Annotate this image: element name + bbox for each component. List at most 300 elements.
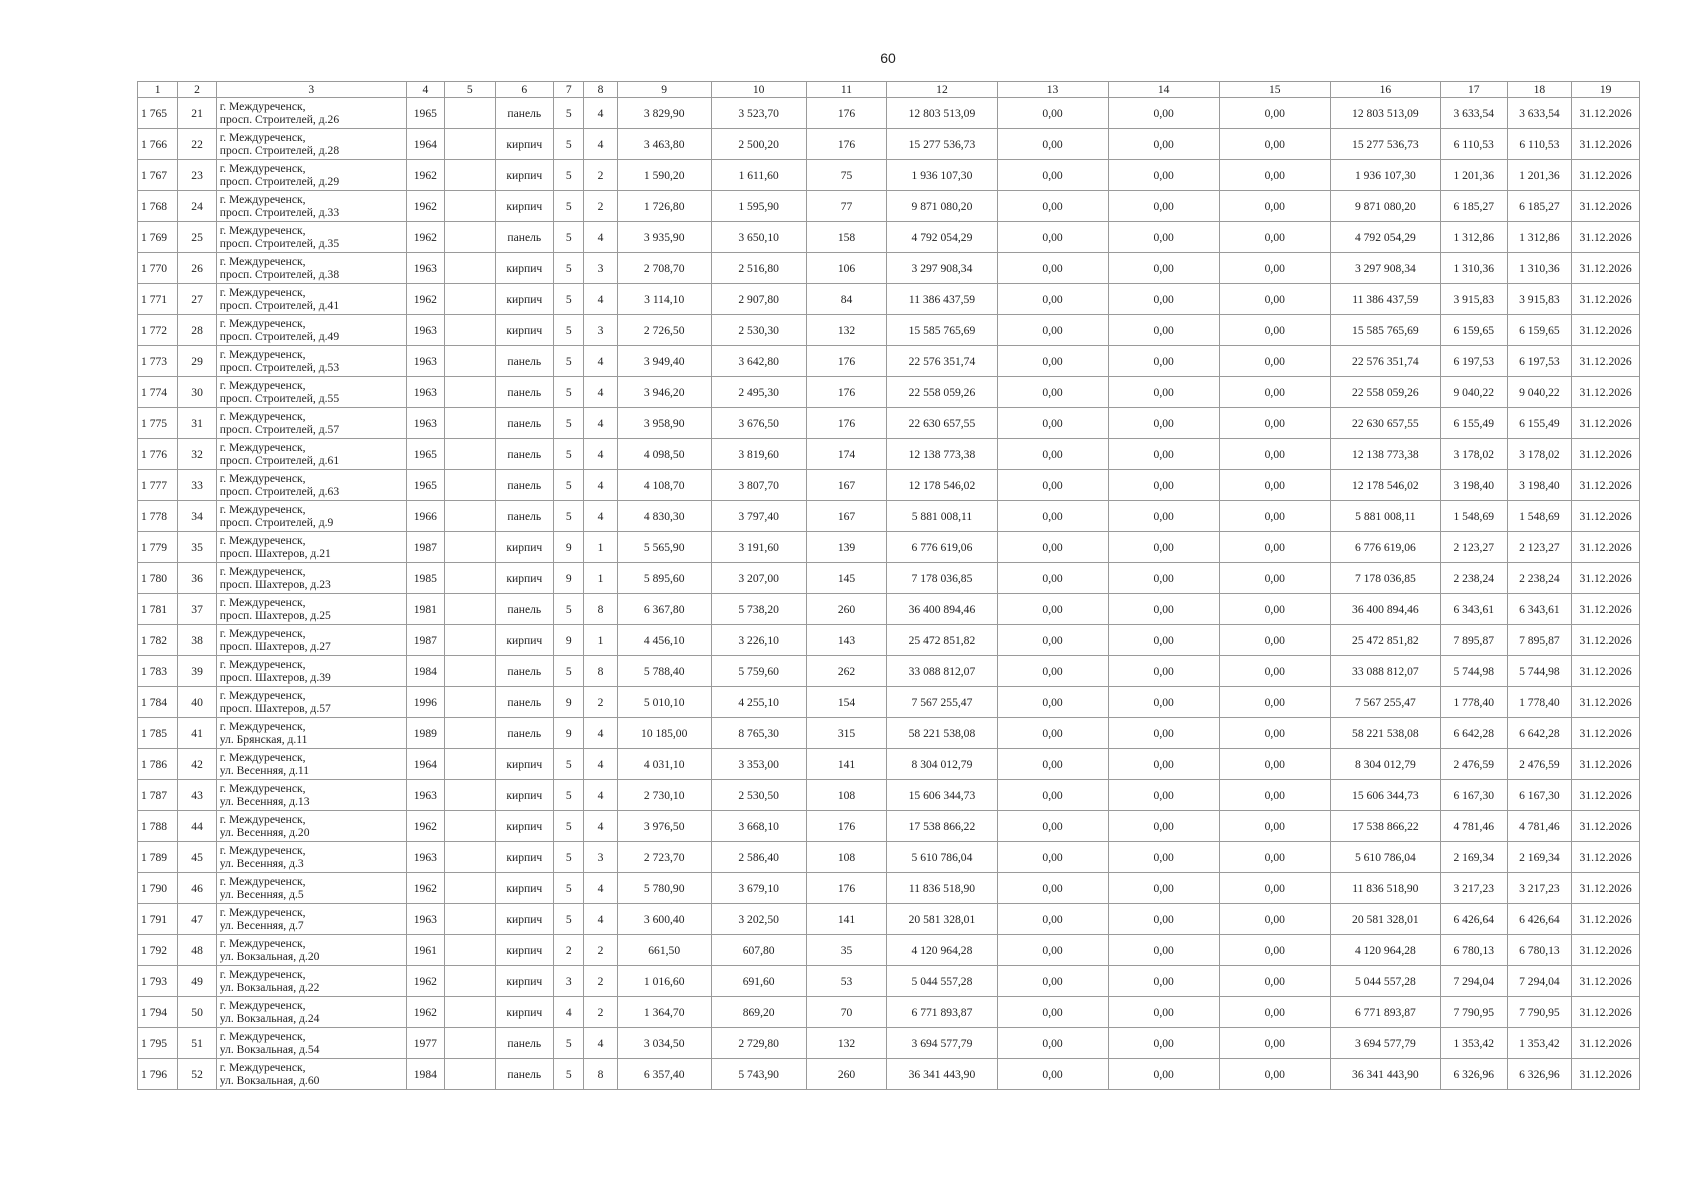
table-row (138, 625, 1640, 656)
column-number-13: 13 (997, 82, 1108, 98)
cell-col-2: 50 (178, 997, 216, 1028)
address-city: г. Междуреченск, (219, 441, 306, 454)
cell-col-11: 262 (806, 656, 887, 687)
cell-col-2: 49 (178, 966, 216, 997)
cell-col-2: 30 (178, 377, 216, 408)
cell-col-10: 3 191,60 (711, 532, 806, 563)
cell-col-16: 36 341 443,90 (1330, 1059, 1440, 1090)
address-city: г. Междуреченск, (219, 813, 306, 826)
address-cell (216, 222, 406, 253)
address-cell (216, 470, 406, 501)
cell-col-18: 4 781,46 (1507, 811, 1572, 842)
cell-col-4: 1965 (406, 470, 444, 501)
cell-col-8: 4 (584, 501, 617, 532)
cell-col-7: 5 (554, 1028, 584, 1059)
cell-col-2: 36 (178, 563, 216, 594)
cell-col-18: 1 201,36 (1507, 160, 1572, 191)
cell-col-9: 1 726,80 (617, 191, 711, 222)
cell-col-12: 7 567 255,47 (887, 687, 997, 718)
cell-col-14: 0,00 (1108, 656, 1219, 687)
cell-col-8: 8 (584, 1059, 617, 1090)
cell-col-2: 43 (178, 780, 216, 811)
table-row (138, 687, 1640, 718)
cell-col-17: 3 178,02 (1440, 439, 1507, 470)
cell-col-6: кирпич (495, 811, 554, 842)
cell-col-7: 5 (554, 470, 584, 501)
cell-col-18: 1 778,40 (1507, 687, 1572, 718)
column-number-14: 14 (1108, 82, 1219, 98)
cell-col-16: 11 386 437,59 (1330, 284, 1440, 315)
cell-col-4: 1963 (406, 346, 444, 377)
address-cell (216, 439, 406, 470)
address-city: г. Междуреченск, (219, 968, 306, 981)
cell-col-16: 58 221 538,08 (1330, 718, 1440, 749)
cell-col-4: 1964 (406, 749, 444, 780)
table-row (138, 563, 1640, 594)
address-street: просп. Строителей, д.61 (219, 454, 340, 467)
cell-col-1: 1 795 (138, 1028, 178, 1059)
cell-col-12: 7 178 036,85 (887, 563, 997, 594)
cell-col-10: 3 207,00 (711, 563, 806, 594)
cell-col-2: 25 (178, 222, 216, 253)
cell-col-19: 31.12.2026 (1572, 687, 1640, 718)
cell-col-16: 5 881 008,11 (1330, 501, 1440, 532)
cell-col-6: кирпич (495, 532, 554, 563)
cell-col-18: 6 110,53 (1507, 129, 1572, 160)
cell-col-5 (445, 904, 496, 935)
cell-col-17: 6 642,28 (1440, 718, 1507, 749)
address-city: г. Междуреченск, (219, 999, 306, 1012)
cell-col-8: 4 (584, 1028, 617, 1059)
cell-col-19: 31.12.2026 (1572, 842, 1640, 873)
cell-col-16: 9 871 080,20 (1330, 191, 1440, 222)
cell-col-18: 1 312,86 (1507, 222, 1572, 253)
cell-col-13: 0,00 (997, 842, 1108, 873)
cell-col-5 (445, 811, 496, 842)
cell-col-8: 4 (584, 749, 617, 780)
column-number-9: 9 (617, 82, 711, 98)
cell-col-4: 1984 (406, 656, 444, 687)
cell-col-15: 0,00 (1219, 501, 1330, 532)
cell-col-17: 1 778,40 (1440, 687, 1507, 718)
cell-col-5 (445, 191, 496, 222)
cell-col-15: 0,00 (1219, 377, 1330, 408)
cell-col-6: кирпич (495, 966, 554, 997)
table-row (138, 160, 1640, 191)
cell-col-18: 6 426,64 (1507, 904, 1572, 935)
column-number-19: 19 (1572, 82, 1640, 98)
cell-col-15: 0,00 (1219, 842, 1330, 873)
cell-col-17: 1 548,69 (1440, 501, 1507, 532)
cell-col-7: 5 (554, 222, 584, 253)
cell-col-12: 3 297 908,34 (887, 253, 997, 284)
cell-col-10: 869,20 (711, 997, 806, 1028)
address-city: г. Междуреченск, (219, 751, 306, 764)
cell-col-5 (445, 997, 496, 1028)
cell-col-19: 31.12.2026 (1572, 470, 1640, 501)
cell-col-13: 0,00 (997, 625, 1108, 656)
column-number-6: 6 (495, 82, 554, 98)
cell-col-16: 7 178 036,85 (1330, 563, 1440, 594)
cell-col-11: 260 (806, 1059, 887, 1090)
cell-col-9: 5 010,10 (617, 687, 711, 718)
cell-col-4: 1961 (406, 935, 444, 966)
cell-col-8: 4 (584, 811, 617, 842)
cell-col-9: 4 830,30 (617, 501, 711, 532)
cell-col-15: 0,00 (1219, 873, 1330, 904)
cell-col-6: кирпич (495, 284, 554, 315)
cell-col-17: 2 169,34 (1440, 842, 1507, 873)
cell-col-2: 51 (178, 1028, 216, 1059)
cell-col-6: панель (495, 687, 554, 718)
cell-col-13: 0,00 (997, 873, 1108, 904)
table-row (138, 377, 1640, 408)
cell-col-19: 31.12.2026 (1572, 935, 1640, 966)
cell-col-15: 0,00 (1219, 315, 1330, 346)
cell-col-8: 1 (584, 532, 617, 563)
cell-col-2: 34 (178, 501, 216, 532)
cell-col-11: 132 (806, 1028, 887, 1059)
cell-col-7: 5 (554, 842, 584, 873)
cell-col-9: 3 946,20 (617, 377, 711, 408)
cell-col-17: 3 915,83 (1440, 284, 1507, 315)
cell-col-7: 9 (554, 563, 584, 594)
cell-col-10: 2 586,40 (711, 842, 806, 873)
address-street: просп. Строителей, д.9 (219, 516, 334, 529)
cell-col-7: 5 (554, 749, 584, 780)
cell-col-19: 31.12.2026 (1572, 160, 1640, 191)
address-street: ул. Вокзальная, д.60 (219, 1074, 320, 1087)
cell-col-14: 0,00 (1108, 1059, 1219, 1090)
cell-col-19: 31.12.2026 (1572, 873, 1640, 904)
cell-col-17: 1 312,86 (1440, 222, 1507, 253)
cell-col-9: 3 958,90 (617, 408, 711, 439)
column-number-15: 15 (1219, 82, 1330, 98)
cell-col-18: 6 167,30 (1507, 780, 1572, 811)
address-cell (216, 346, 406, 377)
cell-col-12: 5 610 786,04 (887, 842, 997, 873)
address-city: г. Междуреченск, (219, 844, 306, 857)
table-row (138, 284, 1640, 315)
cell-col-2: 23 (178, 160, 216, 191)
cell-col-17: 6 185,27 (1440, 191, 1507, 222)
address-street: ул. Весенняя, д.20 (219, 826, 310, 839)
address-cell (216, 253, 406, 284)
cell-col-14: 0,00 (1108, 501, 1219, 532)
cell-col-13: 0,00 (997, 191, 1108, 222)
cell-col-6: панель (495, 377, 554, 408)
cell-col-16: 3 694 577,79 (1330, 1028, 1440, 1059)
cell-col-6: панель (495, 439, 554, 470)
cell-col-1: 1 776 (138, 439, 178, 470)
cell-col-1: 1 796 (138, 1059, 178, 1090)
cell-col-13: 0,00 (997, 222, 1108, 253)
address-street: просп. Строителей, д.26 (219, 113, 340, 126)
cell-col-4: 1989 (406, 718, 444, 749)
cell-col-10: 3 650,10 (711, 222, 806, 253)
table-row (138, 997, 1640, 1028)
column-number-2: 2 (178, 82, 216, 98)
cell-col-15: 0,00 (1219, 532, 1330, 563)
cell-col-1: 1 774 (138, 377, 178, 408)
cell-col-15: 0,00 (1219, 191, 1330, 222)
cell-col-17: 6 343,61 (1440, 594, 1507, 625)
cell-col-13: 0,00 (997, 749, 1108, 780)
cell-col-8: 4 (584, 346, 617, 377)
cell-col-10: 1 611,60 (711, 160, 806, 191)
cell-col-2: 29 (178, 346, 216, 377)
cell-col-5 (445, 842, 496, 873)
cell-col-2: 31 (178, 408, 216, 439)
cell-col-1: 1 793 (138, 966, 178, 997)
address-street: просп. Строителей, д.53 (219, 361, 340, 374)
cell-col-4: 1962 (406, 811, 444, 842)
cell-col-6: панель (495, 470, 554, 501)
cell-col-19: 31.12.2026 (1572, 532, 1640, 563)
cell-col-1: 1 780 (138, 563, 178, 594)
cell-col-8: 4 (584, 129, 617, 160)
cell-col-6: панель (495, 408, 554, 439)
cell-col-6: кирпич (495, 253, 554, 284)
column-number-16: 16 (1330, 82, 1440, 98)
cell-col-9: 6 357,40 (617, 1059, 711, 1090)
column-number-17: 17 (1440, 82, 1507, 98)
cell-col-5 (445, 284, 496, 315)
cell-col-12: 36 400 894,46 (887, 594, 997, 625)
cell-col-11: 143 (806, 625, 887, 656)
column-number-4: 4 (406, 82, 444, 98)
cell-col-1: 1 765 (138, 98, 178, 129)
cell-col-4: 1987 (406, 625, 444, 656)
cell-col-4: 1964 (406, 129, 444, 160)
cell-col-10: 1 595,90 (711, 191, 806, 222)
cell-col-16: 11 836 518,90 (1330, 873, 1440, 904)
cell-col-8: 2 (584, 191, 617, 222)
cell-col-14: 0,00 (1108, 346, 1219, 377)
cell-col-16: 5 044 557,28 (1330, 966, 1440, 997)
cell-col-8: 2 (584, 160, 617, 191)
cell-col-9: 5 788,40 (617, 656, 711, 687)
cell-col-11: 132 (806, 315, 887, 346)
cell-col-8: 4 (584, 439, 617, 470)
cell-col-9: 4 031,10 (617, 749, 711, 780)
cell-col-1: 1 788 (138, 811, 178, 842)
page-number: 60 (880, 50, 896, 66)
cell-col-11: 260 (806, 594, 887, 625)
cell-col-9: 3 935,90 (617, 222, 711, 253)
cell-col-2: 46 (178, 873, 216, 904)
column-number-7: 7 (554, 82, 584, 98)
address-street: ул. Вокзальная, д.20 (219, 950, 320, 963)
cell-col-1: 1 770 (138, 253, 178, 284)
table-row (138, 749, 1640, 780)
address-city: г. Междуреченск, (219, 627, 306, 640)
cell-col-8: 2 (584, 966, 617, 997)
cell-col-12: 17 538 866,22 (887, 811, 997, 842)
cell-col-1: 1 782 (138, 625, 178, 656)
cell-col-15: 0,00 (1219, 253, 1330, 284)
cell-col-2: 24 (178, 191, 216, 222)
cell-col-16: 12 178 546,02 (1330, 470, 1440, 501)
cell-col-13: 0,00 (997, 904, 1108, 935)
cell-col-9: 4 098,50 (617, 439, 711, 470)
cell-col-4: 1963 (406, 253, 444, 284)
cell-col-2: 47 (178, 904, 216, 935)
cell-col-18: 3 178,02 (1507, 439, 1572, 470)
address-cell (216, 1059, 406, 1090)
cell-col-8: 4 (584, 284, 617, 315)
cell-col-5 (445, 594, 496, 625)
cell-col-16: 5 610 786,04 (1330, 842, 1440, 873)
cell-col-19: 31.12.2026 (1572, 222, 1640, 253)
cell-col-8: 3 (584, 842, 617, 873)
cell-col-18: 6 326,96 (1507, 1059, 1572, 1090)
cell-col-13: 0,00 (997, 1028, 1108, 1059)
table-row (138, 315, 1640, 346)
cell-col-7: 9 (554, 532, 584, 563)
cell-col-10: 3 353,00 (711, 749, 806, 780)
cell-col-19: 31.12.2026 (1572, 997, 1640, 1028)
cell-col-13: 0,00 (997, 687, 1108, 718)
cell-col-19: 31.12.2026 (1572, 253, 1640, 284)
column-number-10: 10 (711, 82, 806, 98)
cell-col-15: 0,00 (1219, 997, 1330, 1028)
table-row (138, 98, 1640, 129)
cell-col-1: 1 786 (138, 749, 178, 780)
cell-col-15: 0,00 (1219, 408, 1330, 439)
address-street: просп. Строителей, д.33 (219, 206, 340, 219)
cell-col-5 (445, 532, 496, 563)
cell-col-7: 5 (554, 594, 584, 625)
cell-col-4: 1963 (406, 377, 444, 408)
cell-col-12: 58 221 538,08 (887, 718, 997, 749)
cell-col-12: 22 576 351,74 (887, 346, 997, 377)
address-cell (216, 687, 406, 718)
column-number-5: 5 (445, 82, 496, 98)
cell-col-13: 0,00 (997, 966, 1108, 997)
cell-col-11: 174 (806, 439, 887, 470)
address-cell (216, 408, 406, 439)
cell-col-14: 0,00 (1108, 408, 1219, 439)
cell-col-19: 31.12.2026 (1572, 1028, 1640, 1059)
cell-col-9: 5 895,60 (617, 563, 711, 594)
cell-col-6: кирпич (495, 191, 554, 222)
address-cell (216, 191, 406, 222)
cell-col-6: панель (495, 1059, 554, 1090)
cell-col-14: 0,00 (1108, 439, 1219, 470)
cell-col-12: 4 792 054,29 (887, 222, 997, 253)
cell-col-14: 0,00 (1108, 811, 1219, 842)
cell-col-8: 8 (584, 594, 617, 625)
cell-col-7: 5 (554, 377, 584, 408)
cell-col-16: 8 304 012,79 (1330, 749, 1440, 780)
cell-col-4: 1962 (406, 997, 444, 1028)
cell-col-11: 53 (806, 966, 887, 997)
cell-col-2: 39 (178, 656, 216, 687)
cell-col-6: панель (495, 98, 554, 129)
cell-col-19: 31.12.2026 (1572, 904, 1640, 935)
cell-col-16: 1 936 107,30 (1330, 160, 1440, 191)
cell-col-19: 31.12.2026 (1572, 98, 1640, 129)
cell-col-15: 0,00 (1219, 470, 1330, 501)
address-street: просп. Шахтеров, д.39 (219, 671, 331, 684)
cell-col-6: панель (495, 594, 554, 625)
cell-col-5 (445, 470, 496, 501)
address-city: г. Междуреченск, (219, 534, 306, 547)
cell-col-19: 31.12.2026 (1572, 191, 1640, 222)
cell-col-17: 6 110,53 (1440, 129, 1507, 160)
cell-col-8: 1 (584, 563, 617, 594)
cell-col-12: 33 088 812,07 (887, 656, 997, 687)
address-street: просп. Строителей, д.57 (219, 423, 340, 436)
address-cell (216, 718, 406, 749)
cell-col-9: 1 590,20 (617, 160, 711, 191)
cell-col-10: 2 729,80 (711, 1028, 806, 1059)
cell-col-17: 1 310,36 (1440, 253, 1507, 284)
cell-col-15: 0,00 (1219, 749, 1330, 780)
cell-col-17: 4 781,46 (1440, 811, 1507, 842)
cell-col-5 (445, 966, 496, 997)
cell-col-7: 5 (554, 253, 584, 284)
cell-col-14: 0,00 (1108, 532, 1219, 563)
cell-col-14: 0,00 (1108, 253, 1219, 284)
cell-col-2: 52 (178, 1059, 216, 1090)
table-row (138, 811, 1640, 842)
cell-col-2: 26 (178, 253, 216, 284)
cell-col-7: 5 (554, 315, 584, 346)
address-street: просп. Строителей, д.49 (219, 330, 340, 343)
cell-col-15: 0,00 (1219, 222, 1330, 253)
cell-col-19: 31.12.2026 (1572, 315, 1640, 346)
cell-col-18: 1 310,36 (1507, 253, 1572, 284)
cell-col-5 (445, 501, 496, 532)
cell-col-17: 6 326,96 (1440, 1059, 1507, 1090)
cell-col-15: 0,00 (1219, 98, 1330, 129)
cell-col-15: 0,00 (1219, 935, 1330, 966)
cell-col-6: панель (495, 501, 554, 532)
cell-col-19: 31.12.2026 (1572, 625, 1640, 656)
cell-col-11: 176 (806, 129, 887, 160)
cell-col-14: 0,00 (1108, 842, 1219, 873)
cell-col-14: 0,00 (1108, 191, 1219, 222)
cell-col-12: 11 836 518,90 (887, 873, 997, 904)
table-row (138, 222, 1640, 253)
cell-col-9: 4 108,70 (617, 470, 711, 501)
cell-col-8: 4 (584, 873, 617, 904)
cell-col-12: 6 776 619,06 (887, 532, 997, 563)
column-number-12: 12 (887, 82, 997, 98)
cell-col-1: 1 775 (138, 408, 178, 439)
cell-col-9: 661,50 (617, 935, 711, 966)
cell-col-5 (445, 656, 496, 687)
cell-col-5 (445, 1028, 496, 1059)
cell-col-13: 0,00 (997, 98, 1108, 129)
table-row (138, 439, 1640, 470)
address-cell (216, 873, 406, 904)
cell-col-10: 5 743,90 (711, 1059, 806, 1090)
address-city: г. Междуреченск, (219, 348, 306, 361)
column-number-3: 3 (216, 82, 406, 98)
cell-col-18: 6 159,65 (1507, 315, 1572, 346)
cell-col-7: 9 (554, 687, 584, 718)
cell-col-4: 1963 (406, 842, 444, 873)
cell-col-8: 2 (584, 687, 617, 718)
cell-col-11: 145 (806, 563, 887, 594)
cell-col-7: 5 (554, 191, 584, 222)
cell-col-16: 6 776 619,06 (1330, 532, 1440, 563)
cell-col-17: 2 123,27 (1440, 532, 1507, 563)
cell-col-5 (445, 873, 496, 904)
